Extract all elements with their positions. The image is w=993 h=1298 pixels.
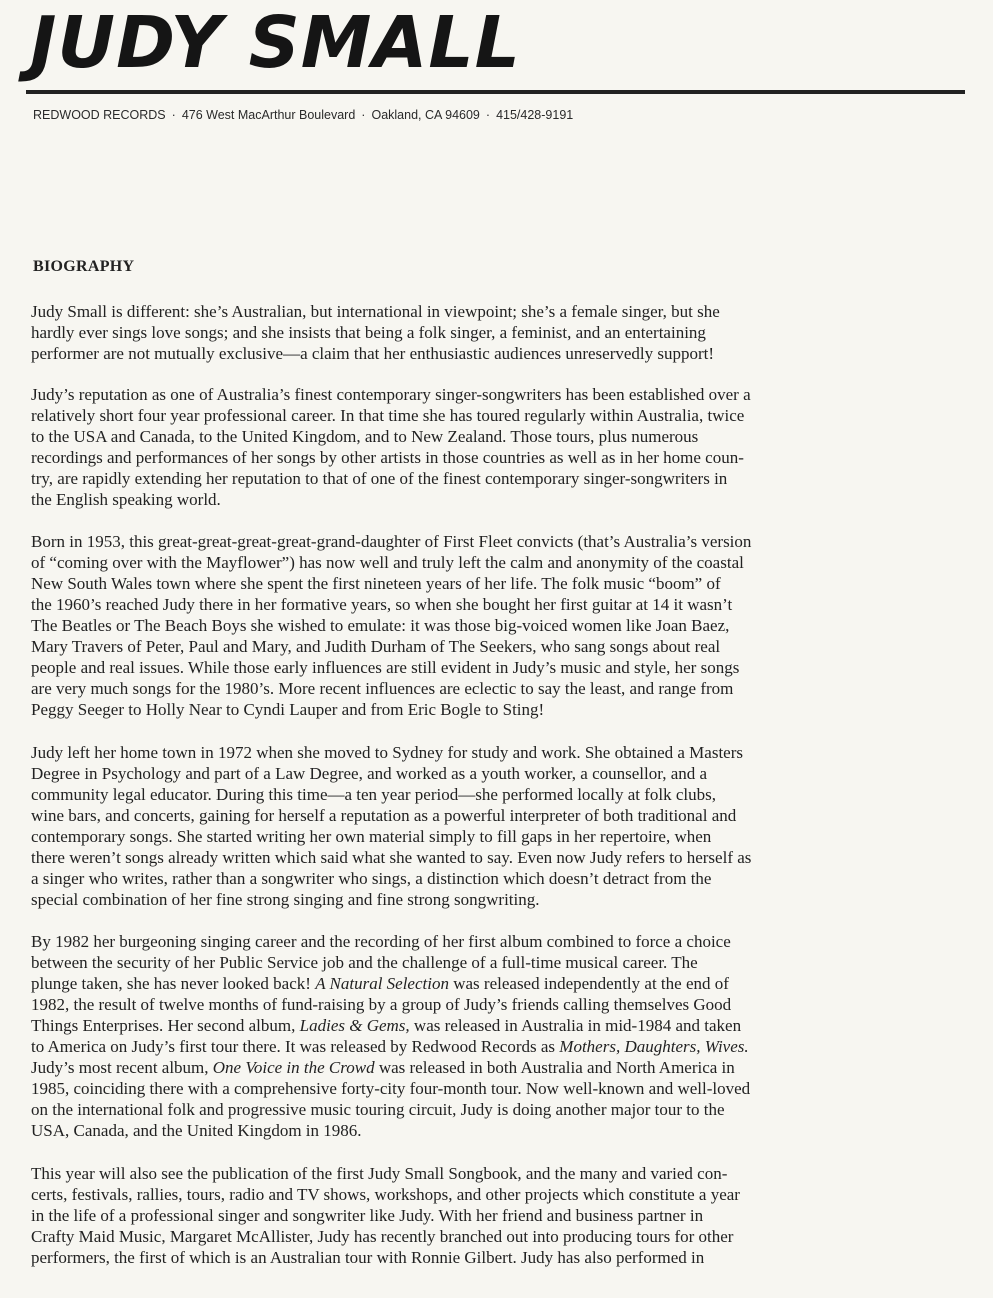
- street-address: 476 West MacArthur Boulevard: [181, 108, 356, 122]
- paragraph-line: are very much songs for the 1980’s. More recent influences are eclectic to say the least, and range from: [31, 679, 734, 699]
- paragraph-line: certs, festivals, rallies, tours, radio and TV shows, workshops, and other projects which constitute a year: [31, 1184, 740, 1204]
- paragraph-line: Things Enterprises. Her second album, Ladies & Gems, was released in Australia in mid-1984 and taken: [31, 1016, 742, 1036]
- album-title: A Natural Selection: [315, 974, 449, 994]
- section-heading-biography: BIOGRAPHY: [33, 258, 135, 275]
- paragraph-line: Peggy Seeger to Holly Near to Cyndi Lauper and from Eric Bogle to Sting!: [31, 700, 545, 720]
- paragraph-line: community legal educator. During this time—a ten year period—she performed locally at folk clubs,: [31, 784, 716, 804]
- paragraph-line: Crafty Maid Music, Margaret McAllister, Judy has recently branched out into producing tours for other: [31, 1226, 734, 1246]
- paragraph-line: there weren’t songs already written which said what she wanted to say. Even now Judy refers to herself as: [31, 847, 752, 867]
- header-rule: [26, 90, 965, 94]
- paragraph-line: to the USA and Canada, to the United Kingdom, and to New Zealand. Those tours, plus numerous: [31, 427, 699, 446]
- paragraph-line: special combination of her fine strong singing and fine strong songwriting.: [31, 889, 540, 909]
- address-separator: ·: [171, 108, 176, 122]
- paragraph-line: performer are not mutually exclusive—a claim that her enthusiastic audiences unreservedly support!: [31, 344, 715, 363]
- letterhead-address: [33, 106, 573, 124]
- biography-paragraph: [31, 931, 861, 1141]
- paragraph-line: Judy Small is different: she’s Australian, but international in viewpoint; she’s a female singer, but she: [31, 302, 720, 321]
- paragraph-line: The Beatles or The Beach Boys she wished to emulate: it was those big-voiced women like Joan Baez,: [31, 616, 730, 636]
- biography-body: [31, 301, 861, 1289]
- paragraph-line: wine bars, and concerts, gaining for herself a reputation as a powerful interpreter of both traditional and: [31, 805, 737, 825]
- paragraph-line: 1985, coinciding there with a comprehensive forty-city four-month tour. Now well-known and well-loved: [31, 1079, 751, 1099]
- paragraph-line: Judy’s most recent album, One Voice in the Crowd was released in both Australia and North America in: [31, 1058, 735, 1078]
- biography-paragraph: [31, 384, 861, 510]
- paragraph-line: Mary Travers of Peter, Paul and Mary, and Judith Durham of The Seekers, who sang songs about real: [31, 637, 721, 657]
- paragraph-line: This year will also see the publication of the first Judy Small Songbook, and the many and varied con-: [31, 1163, 728, 1183]
- paragraph-line: Judy left her home town in 1972 when she moved to Sydney for study and work. She obtained a Masters: [31, 742, 743, 762]
- biography-paragraph: [31, 742, 861, 910]
- paragraph-line: USA, Canada, and the United Kingdom in 1986.: [31, 1121, 362, 1141]
- biography-paragraph: [31, 531, 861, 720]
- paragraph-line: the 1960’s reached Judy there in her formative years, so when she bought her first guitar at 14 it wasn’t: [31, 595, 733, 615]
- paragraph-line: New South Wales town where she spent the first nineteen years of her life. The folk music “boom” of: [31, 574, 721, 594]
- paragraph-line: relatively short four year professional career. In that time she has toured regularly within Australia, twice: [31, 406, 745, 425]
- paragraph-line: to America on Judy’s first tour there. It was released by Redwood Records as Mothers, Daughters, Wives.: [31, 1037, 749, 1057]
- biography-paragraph: [31, 301, 861, 364]
- paragraph-line: try, are rapidly extending her reputation to that of one of the finest contemporary singer-songwriters in: [31, 469, 728, 488]
- paragraph-line: Born in 1953, this great-great-great-great-grand-daughter of First Fleet convicts (that’s Australia’s version: [31, 532, 752, 552]
- paragraph-line: the English speaking world.: [31, 490, 221, 509]
- paragraph-line: a singer who writes, rather than a songwriter who sings, a distinction which doesn’t detract from the: [31, 868, 712, 888]
- artist-name-heading: JUDY SMALL: [30, 1, 521, 84]
- paragraph-line: of “coming over with the Mayflower”) has now well and truly left the calm and anonymity of the coastal: [31, 553, 744, 573]
- biography-paragraph: [31, 1163, 861, 1268]
- album-title: One Voice in the Crowd: [212, 1058, 375, 1078]
- address-separator: ·: [361, 108, 366, 122]
- paragraph-line: By 1982 her burgeoning singing career and the recording of her first album combined to force a choice: [31, 932, 731, 952]
- paragraph-line: plunge taken, she has never looked back! A Natural Selection was released independently at the end of: [31, 974, 729, 994]
- paragraph-line: recordings and performances of her songs by other artists in those countries as well as in her home coun-: [31, 448, 744, 467]
- paragraph-line: in the life of a professional singer and songwriter like Judy. With her friend and business partner in: [31, 1205, 704, 1225]
- album-title: Mothers, Daughters, Wives.: [559, 1037, 749, 1057]
- phone-number: 415/428-9191: [496, 108, 574, 122]
- paragraph-line: Judy’s reputation as one of Australia’s finest contemporary singer-songwriters has been established over a: [31, 385, 751, 404]
- album-title: Ladies & Gems,: [299, 1016, 410, 1036]
- paragraph-line: 1982, the result of twelve months of fund-raising by a group of Judy’s friends calling themselves Good: [31, 995, 732, 1015]
- paragraph-line: people and real issues. While those early influences are still evident in Judy’s music and style, her songs: [31, 658, 740, 678]
- record-label-name: REDWOOD RECORDS: [33, 108, 166, 122]
- paragraph-line: contemporary songs. She started writing her own material simply to fill gaps in her repertoire, when: [31, 826, 712, 846]
- paragraph-line: Degree in Psychology and part of a Law Degree, and worked as a youth worker, a counsellor, and a: [31, 763, 708, 783]
- paragraph-line: hardly ever sings love songs; and she insists that being a folk singer, a feminist, and an entertaining: [31, 323, 706, 342]
- address-separator: ·: [485, 108, 491, 122]
- paragraph-line: between the security of her Public Service job and the challenge of a full-time musical career. The: [31, 953, 698, 973]
- paragraph-line: on the international folk and progressive music touring circuit, Judy is doing another major tour to the: [31, 1100, 725, 1120]
- city-address: Oakland, CA 94609: [371, 108, 480, 122]
- paragraph-line: performers, the first of which is an Australian tour with Ronnie Gilbert. Judy has also performed in: [31, 1247, 705, 1267]
